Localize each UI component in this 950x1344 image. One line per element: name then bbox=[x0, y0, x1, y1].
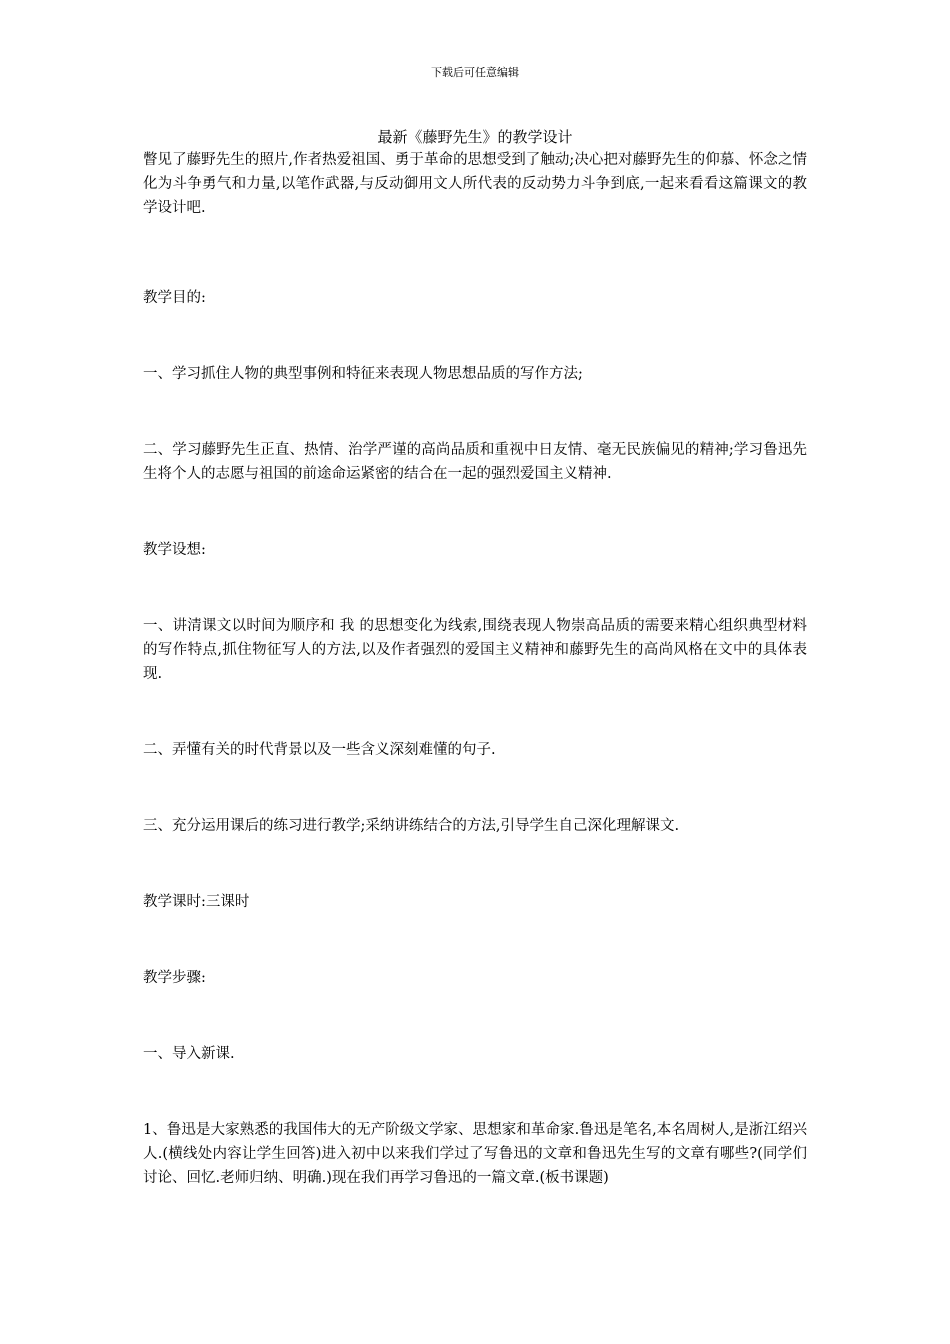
section-heading-objectives: 教学目的: bbox=[143, 290, 206, 306]
section-heading-design: 教学设想: bbox=[143, 542, 206, 558]
section-heading-steps: 教学步骤: bbox=[143, 970, 206, 986]
objective-item-2: 二、学习藤野先生正直、热情、治学严谨的高尚品质和重视中日友情、毫无民族偏见的精神;学习鲁迅先生将个人的志愿与祖国的前途命运紧密的结合在一起的强烈爱国主义精神. bbox=[143, 442, 807, 482]
design-item-1: 一、讲清课文以时间为顺序和 我 的思想变化为线索,围绕表现人物崇高品质的需要来精心组织典型材料的写作特点,抓住物征写人的方法,以及作者强烈的爱国主义精神和藤野先生的高尚风格在文中的具体表现. bbox=[143, 618, 807, 682]
step-heading-1: 一、导入新课. bbox=[143, 1046, 235, 1062]
design-item-2: 二、弄懂有关的时代背景以及一些含义深刻难懂的句子. bbox=[143, 742, 496, 758]
document-body bbox=[143, 126, 807, 1190]
design-item-3: 三、充分运用课后的练习进行教学;采纳讲练结合的方法,引导学生自己深化理解课文. bbox=[143, 818, 680, 834]
intro-paragraph: 瞥见了藤野先生的照片,作者热爱祖国、勇于革命的思想受到了触动;决心把对藤野先生的仰慕、怀念之情化为斗争勇气和力量,以笔作武器,与反动御用文人所代表的反动势力斗争到底,一起来看看这篇课文的教学设计吧. bbox=[143, 152, 807, 216]
page-header: 下载后可任意编辑 bbox=[431, 66, 519, 79]
objective-item-1: 一、学习抓住人物的典型事例和特征来表现人物思想品质的写作方法; bbox=[143, 366, 583, 382]
document-title: 最新《藤野先生》的教学设计 bbox=[377, 128, 573, 146]
step-item-1: 1、鲁迅是大家熟悉的我国伟大的无产阶级文学家、思想家和革命家.鲁迅是笔名,本名周树人,是浙江绍兴人.(横线处内容让学生回答)进入初中以来我们学过了写鲁迅的文章和鲁迅先生写的文章有哪些?(同学们讨论、回忆.老师归纳、明确.)现在我们再学习鲁迅的一篇文章.(板书课题) bbox=[143, 1122, 807, 1186]
section-heading-hours: 教学课时:三课时 bbox=[143, 894, 250, 910]
